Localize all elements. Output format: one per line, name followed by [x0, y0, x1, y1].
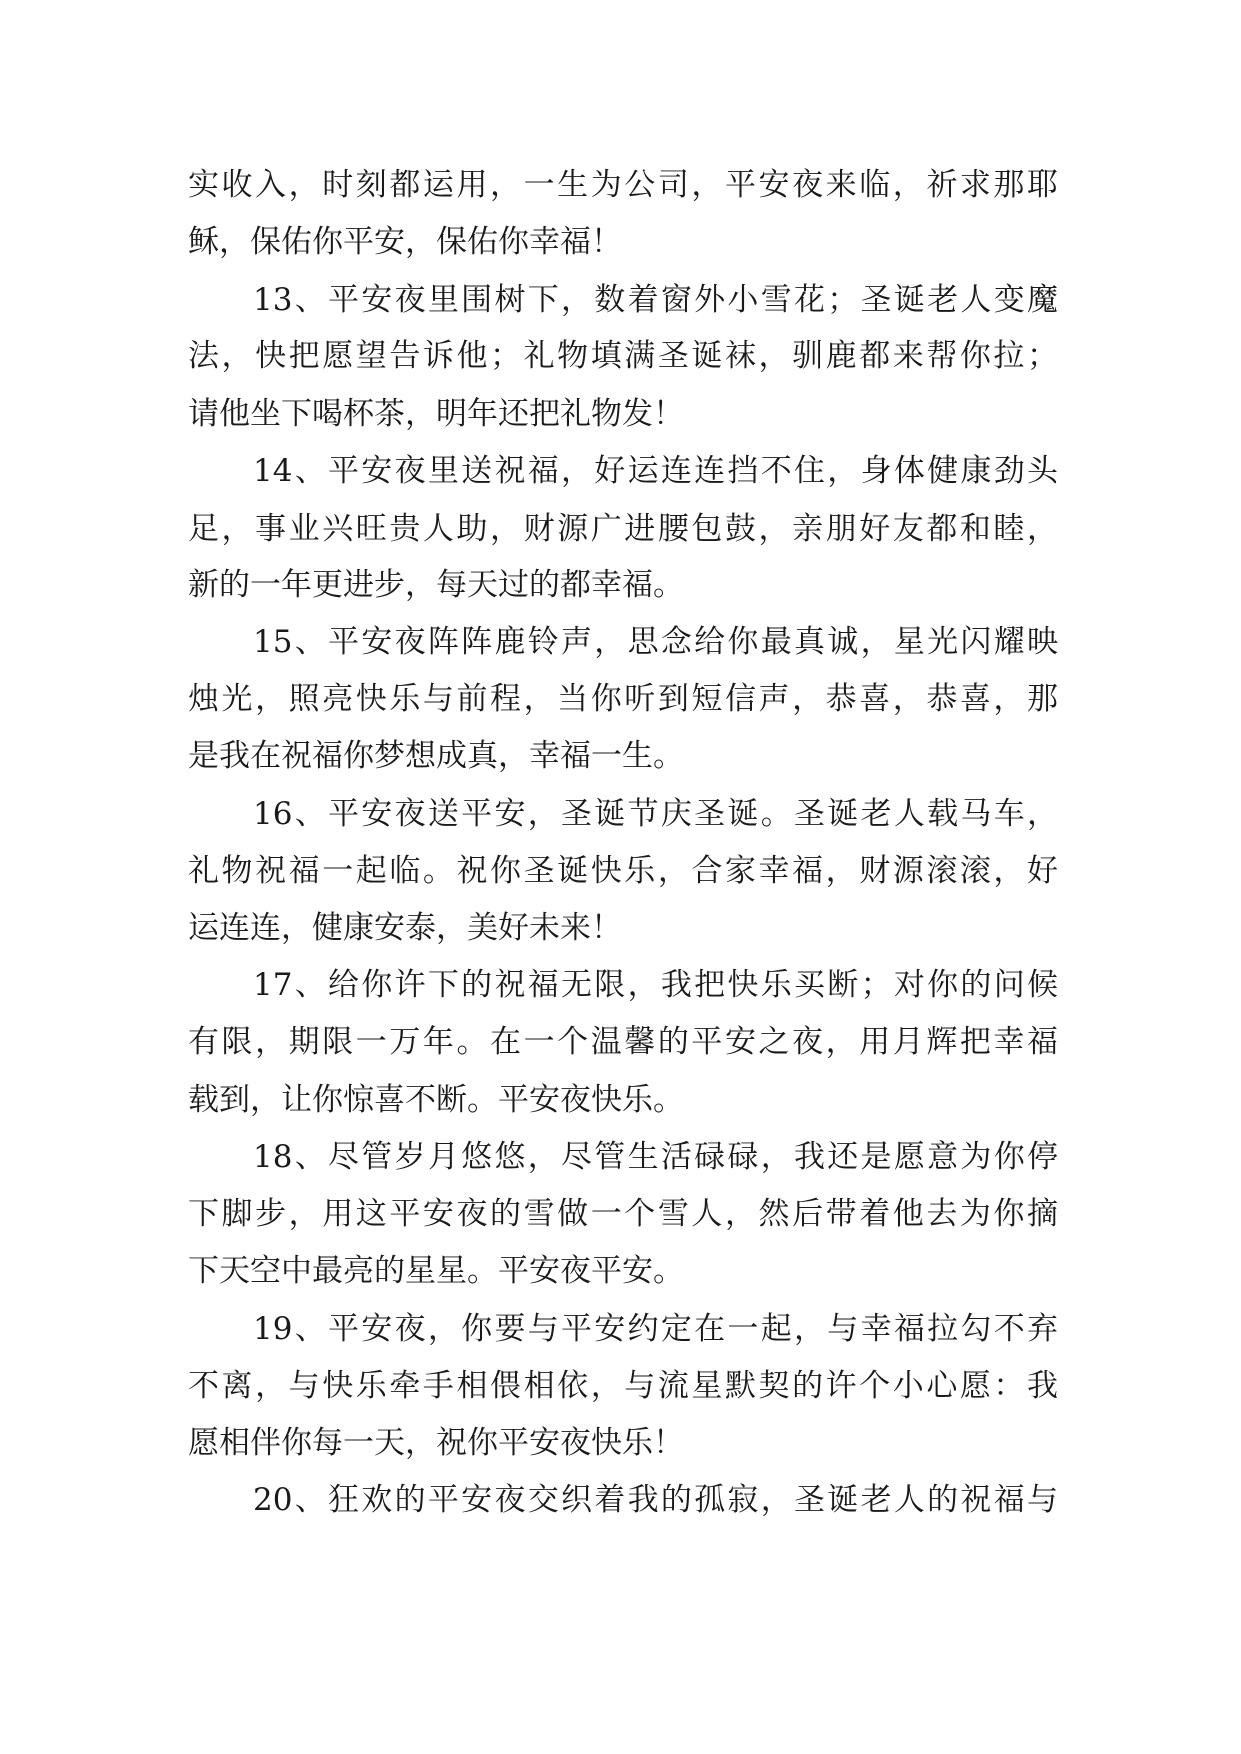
paragraph-first-line: 19、平安夜，你要与平安约定在一起，与幸福拉勾不弃: [253, 1311, 1058, 1347]
text-line: 有限，期限一万年。在一个温馨的平安之夜，用月辉把幸福: [188, 1024, 1058, 1060]
text-line: 载到，让你惊喜不断。平安夜快乐。: [188, 1082, 684, 1118]
text-line: 不离，与快乐牵手相偎相依，与流星默契的许个小心愿：我: [188, 1368, 1058, 1404]
text-line: 愿相伴你每一天，祝你平安夜快乐！: [188, 1425, 684, 1461]
text-line: 法，快把愿望告诉他；礼物填满圣诞袜，驯鹿都来帮你拉；: [188, 338, 1058, 374]
paragraph-first-line: 20、狂欢的平安夜交织着我的孤寂，圣诞老人的祝福与: [253, 1482, 1058, 1518]
text-line: 礼物祝福一起临。祝你圣诞快乐，合家幸福，财源滚滚，好: [188, 853, 1058, 889]
paragraph-first-line: 18、尽管岁月悠悠，尽管生活碌碌，我还是愿意为你停: [253, 1139, 1058, 1175]
text-line: 新的一年更进步，每天过的都幸福。: [188, 567, 684, 603]
text-line: 是我在祝福你梦想成真，幸福一生。: [188, 738, 684, 774]
text-line: 实收入，时刻都运用，一生为公司，平安夜来临，祈求那耶: [188, 167, 1058, 203]
text-line: 稣，保佑你平安，保佑你幸福！: [188, 224, 622, 260]
paragraph-first-line: 17、给你许下的祝福无限，我把快乐买断；对你的问候: [253, 967, 1058, 1003]
paragraph-first-line: 16、平安夜送平安，圣诞节庆圣诞。圣诞老人载马车，: [253, 796, 1058, 832]
text-line: 足，事业兴旺贵人助，财源广进腰包鼓，亲朋好友都和睦，: [188, 511, 1058, 547]
paragraph-first-line: 15、平安夜阵阵鹿铃声，思念给你最真诚，星光闪耀映: [253, 624, 1058, 660]
text-line: 烛光，照亮快乐与前程，当你听到短信声，恭喜，恭喜，那: [188, 681, 1058, 717]
text-line: 请他坐下喝杯茶，明年还把礼物发！: [188, 396, 684, 432]
text-line: 运连连，健康安泰，美好未来！: [188, 910, 622, 946]
paragraph-first-line: 14、平安夜里送祝福，好运连连挡不住，身体健康劲头: [253, 453, 1058, 489]
text-line: 下天空中最亮的星星。平安夜平安。: [188, 1253, 684, 1289]
paragraph-first-line: 13、平安夜里围树下，数着窗外小雪花；圣诞老人变魔: [253, 282, 1058, 318]
text-line: 下脚步，用这平安夜的雪做一个雪人，然后带着他去为你摘: [188, 1196, 1058, 1232]
